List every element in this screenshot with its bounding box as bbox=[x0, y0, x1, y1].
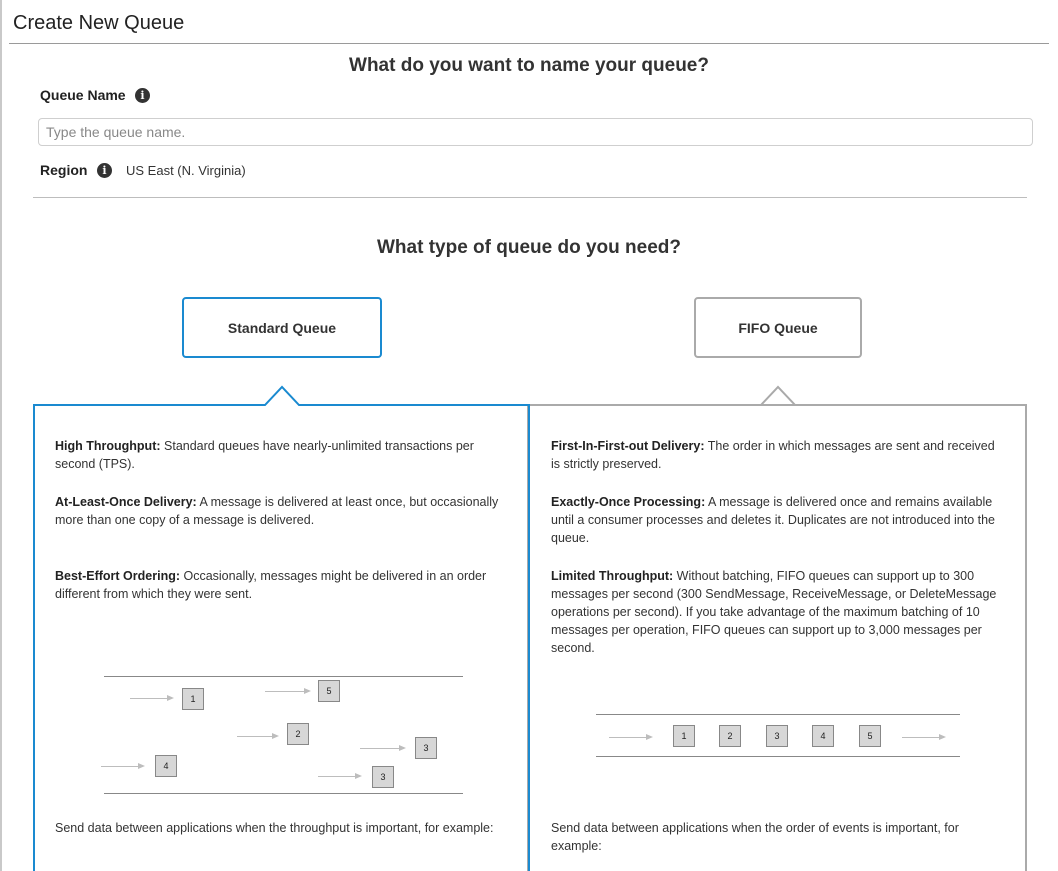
type-section-heading: What type of queue do you need? bbox=[377, 237, 681, 258]
standard-feature-throughput: High Throughput: Standard queues have nearly-unlimited transactions per second (TPS). bbox=[55, 439, 474, 471]
region-label: Region bbox=[40, 162, 88, 178]
message-box: 4 bbox=[812, 725, 834, 747]
message-box: 5 bbox=[318, 680, 340, 702]
message-arrow bbox=[360, 744, 406, 752]
message-arrow bbox=[318, 772, 362, 780]
fifo-use-case: Send data between applications when the order of events is important, for example: bbox=[551, 821, 959, 853]
page-title: Create New Queue bbox=[13, 12, 185, 34]
queue-name-input[interactable] bbox=[38, 118, 1033, 146]
message-box: 3 bbox=[415, 737, 437, 759]
region-value: US East (N. Virginia) bbox=[126, 163, 246, 178]
message-box: 1 bbox=[673, 725, 695, 747]
message-arrow bbox=[237, 732, 279, 740]
diagram-top-line bbox=[104, 676, 463, 677]
fifo-feature-processing: Exactly-Once Processing: A message is delivered once and remains available until a consumer processes and deletes it. Duplicates are not introduced into the queue. bbox=[551, 495, 996, 545]
fifo-feature-throughput: Limited Throughput: Without batching, FIFO queues can support up to 300 messages per second (300 SendMessage, ReceiveMessage, or DeleteMessage operations per second). If you take advantage of the maximum batching of 10 messages per operation, FIFO queues can support up to 3,000 messages per second. bbox=[551, 569, 997, 655]
message-arrow bbox=[265, 687, 311, 695]
message-box: 2 bbox=[287, 723, 309, 745]
section-divider bbox=[33, 197, 1027, 198]
fifo-queue-button[interactable]: FIFO Queue bbox=[694, 297, 862, 358]
title-divider bbox=[9, 43, 1049, 44]
diagram-bottom-line bbox=[596, 756, 960, 757]
queue-name-info-icon[interactable]: i bbox=[135, 88, 150, 103]
name-section-heading: What do you want to name your queue? bbox=[349, 55, 709, 76]
standard-use-case: Send data between applications when the throughput is important, for example: bbox=[55, 821, 494, 835]
message-box: 4 bbox=[155, 755, 177, 777]
standard-feature-delivery: At-Least-Once Delivery: A message is delivered at least once, but occasionally more than one copy of a message is delivered. bbox=[55, 495, 499, 527]
standard-feature-ordering: Best-Effort Ordering: Occasionally, messages might be delivered in an order different from which they were sent. bbox=[55, 569, 487, 601]
message-box: 3 bbox=[766, 725, 788, 747]
message-box: 3 bbox=[372, 766, 394, 788]
queue-name-label: Queue Name bbox=[40, 87, 126, 103]
message-box: 1 bbox=[182, 688, 204, 710]
message-arrow bbox=[902, 733, 946, 741]
message-arrow bbox=[130, 694, 174, 702]
message-box: 5 bbox=[859, 725, 881, 747]
message-box: 2 bbox=[719, 725, 741, 747]
standard-queue-button[interactable]: Standard Queue bbox=[182, 297, 382, 358]
diagram-top-line bbox=[596, 714, 960, 715]
diagram-bottom-line bbox=[104, 793, 463, 794]
fifo-feature-delivery: First-In-First-out Delivery: The order in which messages are sent and received is strictly preserved. bbox=[551, 439, 995, 471]
message-arrow bbox=[101, 762, 145, 770]
region-info-icon[interactable]: i bbox=[97, 163, 112, 178]
message-arrow bbox=[609, 733, 653, 741]
